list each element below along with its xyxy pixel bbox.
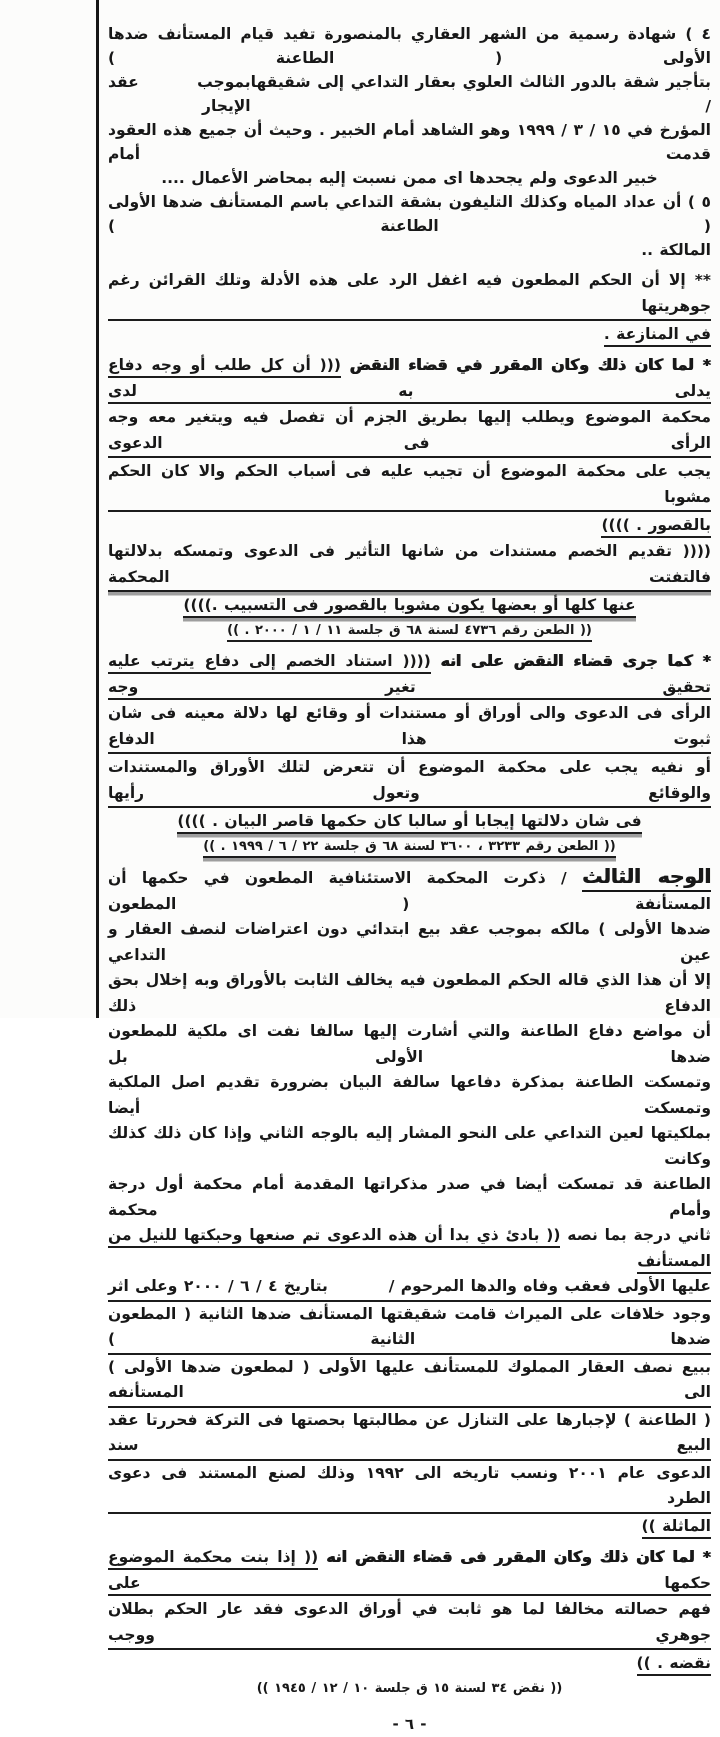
evidence-item-4-line-1: ٤ ) شهادة رسمية من الشهر العقاري بالمنصورة تفيد قيام المستأنف ضدها الأولى ( الطاعنة ) xyxy=(108,25,711,67)
ground-three-line-2: ضدها الأولى ) مالكه بموجب عقد بيع ابتدائي دون اعتراضات لنصف العقار و عين التداعي xyxy=(108,920,711,964)
objection-line-2 xyxy=(108,321,711,347)
principle-3-quote-1: (( إذا بنت محكمة الموضوع حكمها على xyxy=(108,1548,711,1596)
principle-3-intro: * لما كان ذلك وكان المقرر فى قضاء النقض انه xyxy=(326,1548,711,1566)
principle-1-intro: * لما كان ذلك وكان المقرر في قضاء النقض xyxy=(349,356,711,374)
principle-1b-quote-2 xyxy=(108,592,711,618)
principle-1-quote-4 xyxy=(108,512,711,538)
principle-2-quote-4-text: فى شان دلالتها إيجابا أو سالبا كان حكمها قاصر البيان . )))) xyxy=(177,812,641,834)
principle-1-line-1 xyxy=(108,352,711,404)
cassation-citation-1-text: (( الطعن رقم ٤٧٣٦ لسنة ٦٨ ق جلسة ١١ / ١ / ٢٠٠٠ . )) xyxy=(227,623,592,642)
lease-to-sibling-text: بتأجير شقة بالدور الثالث العلوي بعقار التداعي إلى شقيقها / xyxy=(250,73,711,115)
ground-three-line-11: ببيع نصف العقار المملوك للمستأنف عليها الأولى ( لمطعون ضدها الأولى ) الى المستأنفه xyxy=(108,1355,711,1408)
principle-2-line-1 xyxy=(108,648,711,700)
ruling-objection-section xyxy=(108,267,711,347)
principle-1-quote-4-text: بالقصور . )))) xyxy=(601,516,711,538)
evidence-item-4-line-2 xyxy=(108,70,711,118)
evidence-items-section xyxy=(108,22,711,262)
ground-three-line-9 xyxy=(108,1274,711,1302)
cassation-citation-3: (( نقض ٣٤ لسنة ١٥ ق جلسة ١٠ / ١٢ / ١٩٤٥ )) xyxy=(256,1681,563,1696)
ground-three-line-4: أن مواضع دفاع الطاعنة والتي أشارت إليها سالفا نفت اى ملكية للمطعون ضدها الأولى بل xyxy=(108,1022,711,1066)
principle-1-quote-2: محكمة الموضوع ويطلب إليها بطريق الجزم أن تفصل فيه ويتغير معه وجه الرأى فى الدعوى xyxy=(108,404,711,458)
ground-three-line-8 xyxy=(108,1223,711,1274)
objection-line-1: ** إلا أن الحكم المطعون فيه اغفل الرد على هذه الأدلة وتلك القرائن رغم جوهريتها xyxy=(108,267,711,321)
evidence-item-4-line-4: خبير الدعوى ولم يجحدها اى ممن نسبت إليه بمحاضر الأعمال .... xyxy=(161,169,658,187)
ground-three-line-3: إلا أن هذا الذي قاله الحكم المطعون فيه يخالف الثابت بالأوراق وبه إخلال بحق الدفاع ذلك xyxy=(108,971,711,1015)
left-margin-rule xyxy=(96,0,99,1018)
principle-1-quote-3: يجب على محكمة الموضوع أن تجيب عليه فى أسباب الحكم والا كان الحكم مشوبا xyxy=(108,458,711,512)
ground-three-line-6: بملكيتها لعين التداعي على النحو المشار إليه بالوجه الثاني وإذا كان ذلك كذلك وكانت xyxy=(108,1124,711,1168)
ground-three-line-1 xyxy=(108,864,711,917)
objection-line-2-text: في المنازعة . xyxy=(604,325,711,347)
cassation-citation-2 xyxy=(108,834,711,859)
ground-three-line-8-quote: (( بادئ ذي بدا أن هذه الدعوى تم صنعها وحبكتها للنيل من المستأنف xyxy=(108,1226,711,1274)
principle-1b-quote-1: (((( تقديم الخصم مستندات من شانها التأثير فى الدعوى وتمسكه بدلالتها فالتفتت المحكمة xyxy=(108,538,711,592)
cassation-principle-1-section xyxy=(108,352,711,643)
principle-3-line-1 xyxy=(108,1544,711,1596)
page-content xyxy=(108,22,711,1737)
ground-three-line-7: الطاعنة قد تمسكت أيضا في صدر مذكراتها المقدمة أمام محكمة أول درجة وأمام محكمة xyxy=(108,1175,711,1219)
ground-three-line-8-plain: ثاني درجة بما نصه xyxy=(567,1226,711,1244)
ground-three-line-10: وجود خلافات على الميراث قامت شقيقتها المستأنف ضدها الثانية ( المطعون ضدها الثانية ) xyxy=(108,1302,711,1355)
principle-1b-quote-2-text: عنها كلها أو بعضها يكون مشوبا بالقصور فى التسبيب .)))) xyxy=(183,596,635,618)
evidence-item-5-line-2: المالكة .. xyxy=(641,241,711,259)
ground-three-line-13: الدعوى عام ٢٠٠١ ونسب تاريخه الى ١٩٩٢ وذلك لصنع المستند فى دعوى الطرد xyxy=(108,1461,711,1514)
ground-three-section xyxy=(108,864,711,1539)
deceased-father-text: عليها الأولى فعقب وفاه والدها المرحوم / xyxy=(388,1277,711,1295)
principle-2-quote-3: أو نفيه يجب على محكمة الموضوع أن تتعرض لتلك الأوراق والمستندات والوقائع وتعول رأيها xyxy=(108,754,711,808)
principle-2-intro: * كما جرى قضاء النقض على انه xyxy=(440,652,711,670)
page-number: - ٦ - xyxy=(392,1715,427,1733)
ground-three-line-5: وتمسكت الطاعنة بمذكرة دفاعها سالفة البيان بضرورة تقديم اصل الملكية وتمسكت أيضا xyxy=(108,1073,711,1117)
principle-3-quote-3 xyxy=(108,1650,711,1676)
principle-3-quote-3-text: نقضه . )) xyxy=(637,1654,712,1676)
ground-three-line-14-text: الماثلة )) xyxy=(642,1517,711,1539)
cassation-citation-1 xyxy=(108,618,711,643)
ground-three-heading: الوجه الثالث xyxy=(582,864,711,892)
principle-2-quote-4 xyxy=(108,808,711,834)
cassation-citation-2-text: (( الطعن رقم ٣٢٣٣ ، ٣٦٠٠ لسنة ٦٨ ق جلسة ٢٢ / ٦ / ١٩٩٩ . )) xyxy=(203,839,616,858)
principle-2-quote-1: (((( استناد الخصم إلى دفاع يترتب عليه تحقيق تغير وجه xyxy=(108,652,711,700)
death-date-text: بتاريخ ٤ / ٦ / ٢٠٠٠ وعلى اثر xyxy=(108,1277,328,1295)
cassation-principle-3-section xyxy=(108,1544,711,1701)
principle-1-quote-1: ((( أن كل طلب أو وجه دفاع يدلى به لدى xyxy=(108,356,711,404)
evidence-item-4-line-3: المؤرخ في ١٥ / ٣ / ١٩٩٩ وهو الشاهد أمام الخبير . وحيث أن جميع هذه العقود قدمت أمام xyxy=(108,121,711,163)
ground-three-line-12: ( الطاعنة ) لإجبارها على التنازل عن مطالبتها بحصتها فى التركة فحررتا عقد البيع سند xyxy=(108,1408,711,1461)
principle-2-quote-2: الرأى فى الدعوى والى أوراق أو مستندات أو وقائع لها دلالة معينه فى شان ثبوت هذا الدفاع xyxy=(108,700,711,754)
lease-contract-text: بموجب عقد الإيجار xyxy=(108,73,251,115)
ground-three-line-14 xyxy=(108,1514,711,1540)
principle-3-quote-2: فهم حصالته مخالفا لما هو ثابت في أوراق الدعوى فقد عار الحكم بطلان جوهري ووجب xyxy=(108,1596,711,1650)
ground-three-line-1-text: / ذكرت المحكمة الاستئنافية المطعون في حكمها أن المستأنفة ( المطعون xyxy=(108,869,711,913)
evidence-item-5-line-1: ٥ ) أن عداد المياه وكذلك التليفون بشقة التداعي باسم المستأنف ضدها الأولى ( الطاعنة ) xyxy=(108,193,711,235)
cassation-principle-2-section xyxy=(108,648,711,859)
